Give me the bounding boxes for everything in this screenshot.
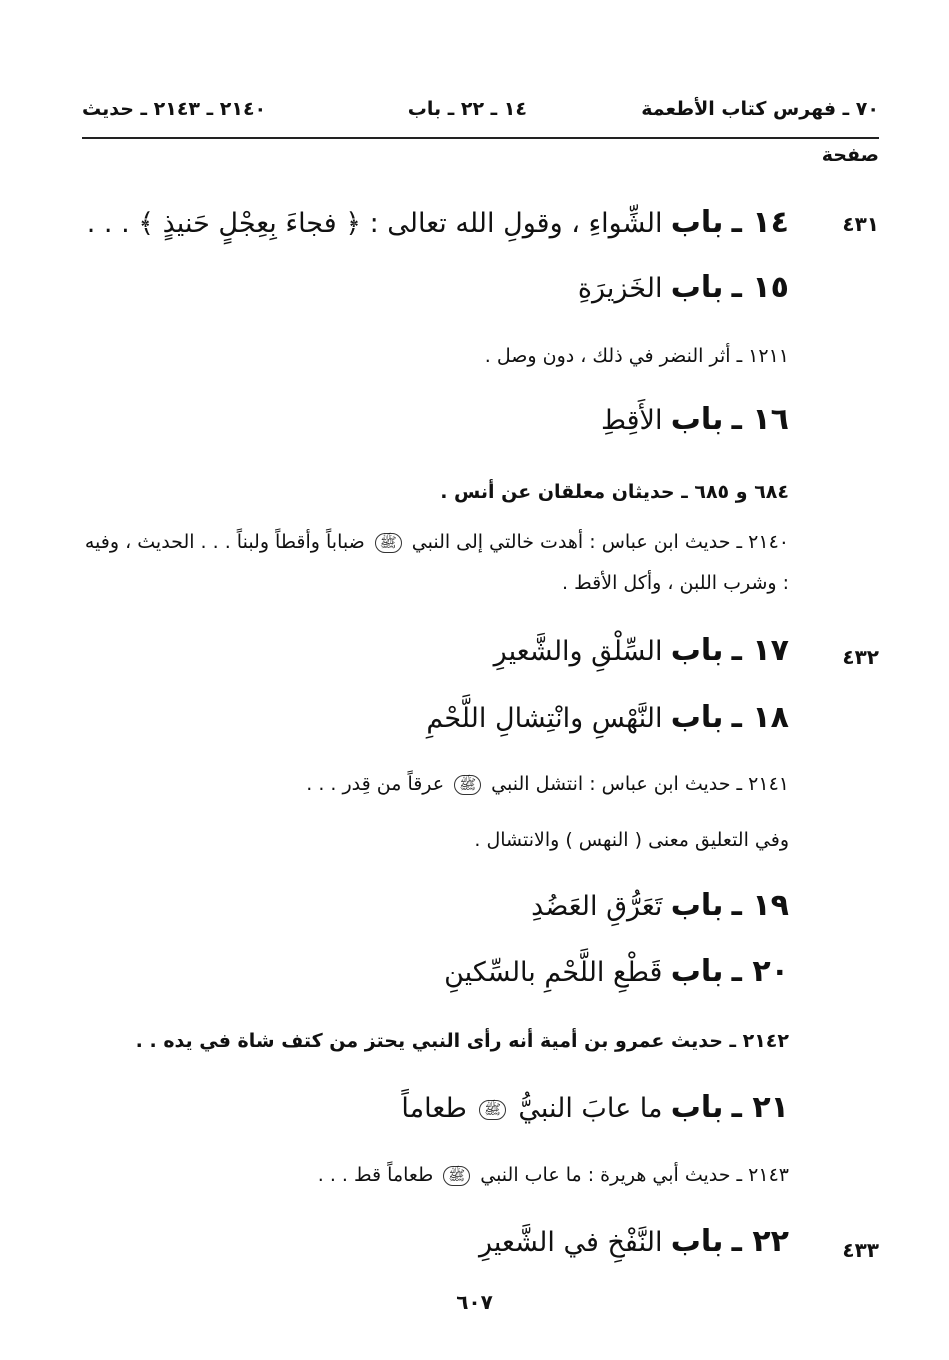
chapter-heading bbox=[60, 205, 789, 240]
hadith-entry bbox=[60, 773, 789, 795]
hadith-text: ٢١٤٣ ـ حديث أبي هريرة : ما عاب النبي bbox=[480, 1164, 789, 1186]
hadith-text: ٢١٤١ ـ حديث ابن عباس : انتشل النبي bbox=[491, 773, 789, 795]
hadith-entry bbox=[80, 522, 789, 604]
chapter-heading bbox=[60, 700, 789, 735]
page-reference: ٤٣٢ bbox=[842, 645, 879, 669]
chapter-title: قَطْعِ اللَّحْمِ بالسِّكينِ bbox=[444, 957, 663, 988]
salutation-icon: ﷺ bbox=[454, 775, 481, 795]
chapter-heading bbox=[60, 888, 789, 923]
chapter-title: النَّفْخِ في الشَّعيرِ bbox=[479, 1227, 663, 1258]
chapter-title: ما عابَ النبيُّ bbox=[518, 1093, 663, 1124]
hadith-entry: ٦٨٤ و ٦٨٥ ـ حديثان معلقان عن أنس . bbox=[440, 481, 789, 503]
hadith-entry: ٢١٤٢ ـ حديث عمرو بن أمية أنه رأى النبي يحتز من كتف شاة في يده . . bbox=[135, 1030, 789, 1052]
chapter-heading bbox=[60, 1090, 789, 1125]
chapter-bab: باب bbox=[670, 888, 724, 923]
salutation-icon: ﷺ bbox=[479, 1100, 506, 1120]
hadith-text-continued: ضباباً وأقطاً ولبناً . . . الحديث ، وفيه : وشرب اللبن ، وأكل الأقط . bbox=[84, 531, 789, 594]
chapter-heading bbox=[60, 954, 789, 989]
running-header bbox=[82, 98, 879, 134]
chapter-number: ١٦ ـ bbox=[731, 402, 789, 437]
chapter-heading bbox=[60, 270, 789, 305]
hadith-text: ٢١٤٠ ـ حديث ابن عباس : أهدت خالتي إلى النبي bbox=[411, 531, 789, 553]
chapter-number: ٢٠ ـ bbox=[731, 954, 789, 989]
salutation-icon: ﷺ bbox=[443, 1166, 470, 1186]
chapter-title: الخَزيرَةِ bbox=[577, 273, 663, 304]
chapter-number: ٢٢ ـ bbox=[731, 1224, 789, 1259]
chapter-number: ١٥ ـ bbox=[731, 270, 789, 305]
chapter-bab: باب bbox=[670, 954, 724, 989]
chapter-heading bbox=[60, 633, 789, 668]
chapter-title: السِّلْقِ والشَّعيرِ bbox=[493, 636, 663, 667]
chapter-title: الأَقِطِ bbox=[601, 405, 663, 436]
chapter-title: الشِّواءِ ، وقولِ الله تعالى : ﴿ فجاءَ بِعِجْلٍ حَنيذٍ ﴾ . . . bbox=[86, 208, 663, 239]
chapter-bab: باب bbox=[670, 700, 724, 735]
hadith-text-continued: عرقاً من قِدر . . . bbox=[306, 773, 445, 795]
chapter-title: تَعَرُّقِ العَضُدِ bbox=[531, 891, 663, 922]
chapter-number: ١٩ ـ bbox=[731, 888, 789, 923]
page-column-label: صفحة bbox=[821, 144, 879, 166]
chapter-bab: باب bbox=[670, 1224, 724, 1259]
header-chapter-range: ١٤ ـ ٢٢ ـ باب bbox=[407, 98, 527, 120]
chapter-bab: باب bbox=[670, 1090, 724, 1125]
chapter-number: ١٧ ـ bbox=[731, 633, 789, 668]
header-index-title: ٧٠ ـ فهرس كتاب الأطعمة bbox=[641, 98, 879, 120]
page-reference: ٤٣٣ bbox=[842, 1238, 879, 1262]
chapter-number: ١٤ ـ bbox=[731, 205, 789, 240]
hadith-entry bbox=[60, 1164, 789, 1186]
page-number: ٦٠٧ bbox=[456, 1290, 493, 1314]
chapter-heading bbox=[60, 1224, 789, 1259]
salutation-icon: ﷺ bbox=[375, 533, 402, 553]
hadith-entry: ١٢١١ ـ أثر النضر في ذلك ، دون وصل . bbox=[484, 345, 789, 367]
chapter-bab: باب bbox=[670, 633, 724, 668]
chapter-bab: باب bbox=[670, 270, 724, 305]
chapter-heading bbox=[60, 402, 789, 437]
header-hadith-range: ٢١٤٠ ـ ٢١٤٣ ـ حديث bbox=[82, 98, 267, 120]
hadith-text-continued: طعاماً قط . . . bbox=[317, 1164, 434, 1186]
chapter-bab: باب bbox=[670, 205, 724, 240]
chapter-title: النَّهْسِ وانْتِشالِ اللَّحْمِ bbox=[426, 703, 663, 734]
chapter-number: ١٨ ـ bbox=[731, 700, 789, 735]
chapter-number: ٢١ ـ bbox=[731, 1090, 789, 1125]
page-reference: ٤٣١ bbox=[842, 212, 879, 236]
chapter-bab: باب bbox=[670, 402, 724, 437]
hadith-note: وفي التعليق معنى ( النهس ) والانتشال . bbox=[474, 829, 789, 851]
chapter-title-continued: طعاماً bbox=[401, 1093, 467, 1124]
header-divider bbox=[82, 137, 879, 139]
